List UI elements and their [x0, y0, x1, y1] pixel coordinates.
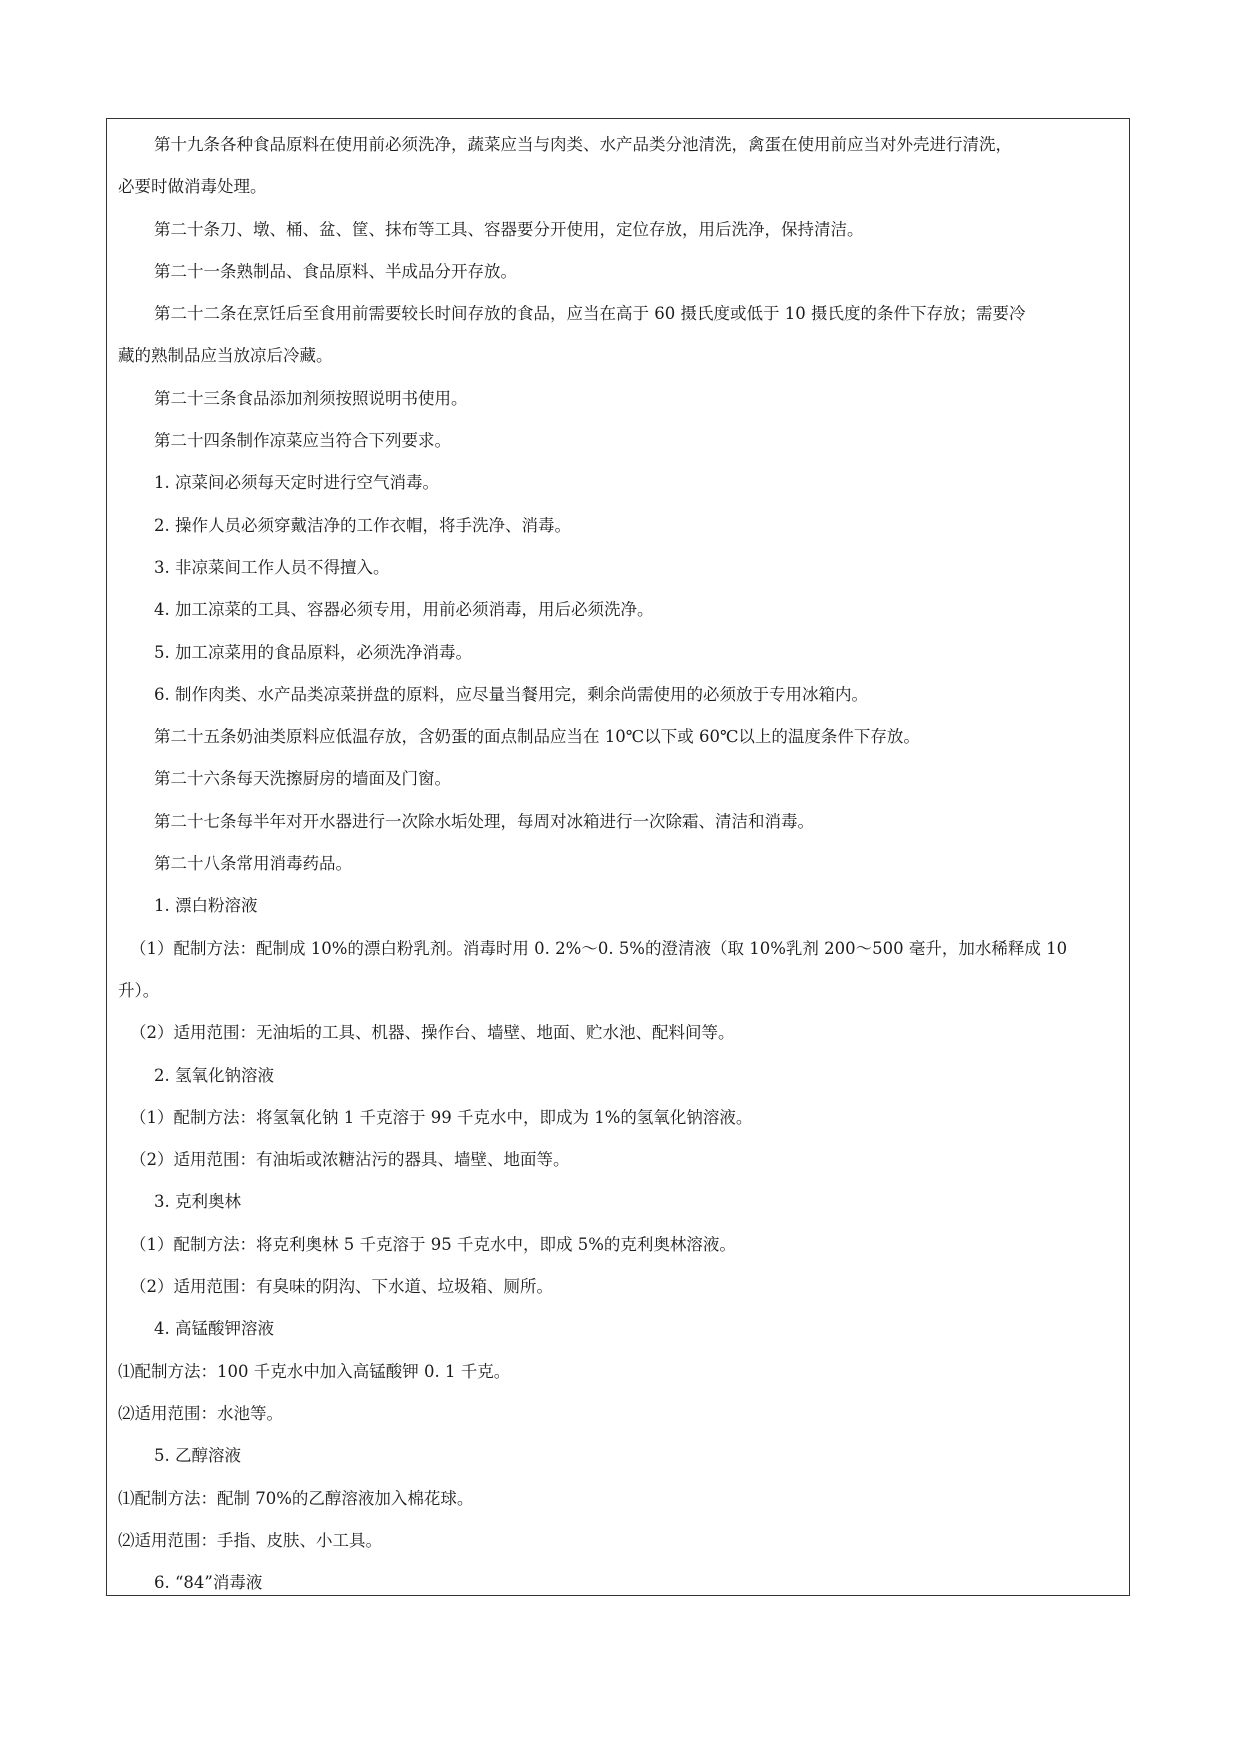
- disinfectant-2-title: 2. 氢氧化钠溶液: [154, 1065, 274, 1085]
- article-24-item-5: 5. 加工凉菜用的食品原料，必须洗净消毒。: [154, 642, 472, 662]
- article-24-item-3: 3. 非凉菜间工作人员不得擅入。: [154, 557, 390, 577]
- document-body: [118, 124, 1124, 1604]
- article-24: 第二十四条制作凉菜应当符合下列要求。: [154, 431, 451, 451]
- article-27: 第二十七条每半年对开水器进行一次除水垢处理，每周对冰箱进行一次除霜、清洁和消毒。: [154, 811, 814, 831]
- disinfectant-4-method: ⑴配制方法：100 千克水中加入高锰酸钾 0. 1 千克。: [118, 1361, 511, 1381]
- disinfectant-1-method-line-2: 升）。: [118, 980, 160, 1000]
- article-22-line-1: 第二十二条在烹饪后至食用前需要较长时间存放的食品，应当在高于 60 摄氏度或低于 10 摄氏度的条件下存放；需要冷: [154, 304, 1026, 324]
- article-28: 第二十八条常用消毒药品。: [154, 854, 352, 874]
- disinfectant-5-scope: ⑵适用范围：手指、皮肤、小工具。: [118, 1530, 382, 1550]
- article-26: 第二十六条每天洗擦厨房的墙面及门窗。: [154, 769, 451, 789]
- article-21: 第二十一条熟制品、食品原料、半成品分开存放。: [154, 261, 517, 281]
- disinfectant-1-title: 1. 漂白粉溶液: [154, 896, 258, 916]
- disinfectant-1-scope: （2）适用范围：无油垢的工具、机器、操作台、墙壁、地面、贮水池、配料间等。: [130, 1023, 735, 1043]
- article-23: 第二十三条食品添加剂须按照说明书使用。: [154, 388, 468, 408]
- article-25: 第二十五条奶油类原料应低温存放，含奶蛋的面点制品应当在 10℃以下或 60℃以上的温度条件下存放。: [154, 727, 920, 747]
- article-24-item-1: 1. 凉菜间必须每天定时进行空气消毒。: [154, 473, 439, 493]
- article-24-item-2: 2. 操作人员必须穿戴洁净的工作衣帽，将手洗净、消毒。: [154, 515, 571, 535]
- article-20: 第二十条刀、墩、桶、盆、筐、抹布等工具、容器要分开使用，定位存放，用后洗净，保持清洁。: [154, 219, 864, 239]
- disinfectant-3-scope: （2）适用范围：有臭味的阴沟、下水道、垃圾箱、厕所。: [130, 1277, 553, 1297]
- disinfectant-6-title: 6. “84”消毒液: [154, 1573, 263, 1593]
- article-22-line-2: 藏的熟制品应当放凉后冷藏。: [118, 346, 333, 366]
- article-24-item-4: 4. 加工凉菜的工具、容器必须专用，用前必须消毒，用后必须洗净。: [154, 600, 654, 620]
- disinfectant-1-method-line-1: （1）配制方法：配制成 10%的漂白粉乳剂。消毒时用 0. 2%～0. 5%的澄清液（取 10%乳剂 200～500 毫升，加水稀释成 10: [130, 938, 1068, 958]
- article-19-line-2: 必要时做消毒处理。: [118, 177, 267, 197]
- article-19-line-1: 第十九条各种食品原料在使用前必须洗净，蔬菜应当与肉类、水产品类分池清洗，禽蛋在使用前应当对外壳进行清洗，: [154, 135, 1012, 154]
- disinfectant-4-title: 4. 高锰酸钾溶液: [154, 1319, 274, 1339]
- article-24-item-6: 6. 制作肉类、水产品类凉菜拼盘的原料，应尽量当餐用完，剩余尚需使用的必须放于专用冰箱内。: [154, 684, 868, 704]
- disinfectant-4-scope: ⑵适用范围：水池等。: [118, 1403, 283, 1423]
- disinfectant-3-title: 3. 克利奥林: [154, 1192, 241, 1212]
- disinfectant-2-method: （1）配制方法：将氢氧化钠 1 千克溶于 99 千克水中，即成为 1%的氢氧化钠溶液。: [130, 1107, 753, 1127]
- disinfectant-5-method: ⑴配制方法：配制 70%的乙醇溶液加入棉花球。: [118, 1488, 474, 1508]
- disinfectant-3-method: （1）配制方法：将克利奥林 5 千克溶于 95 千克水中，即成 5%的克利奥林溶液。: [130, 1234, 736, 1254]
- disinfectant-2-scope: （2）适用范围：有油垢或浓糖沾污的器具、墙壁、地面等。: [130, 1150, 570, 1170]
- disinfectant-5-title: 5. 乙醇溶液: [154, 1446, 241, 1466]
